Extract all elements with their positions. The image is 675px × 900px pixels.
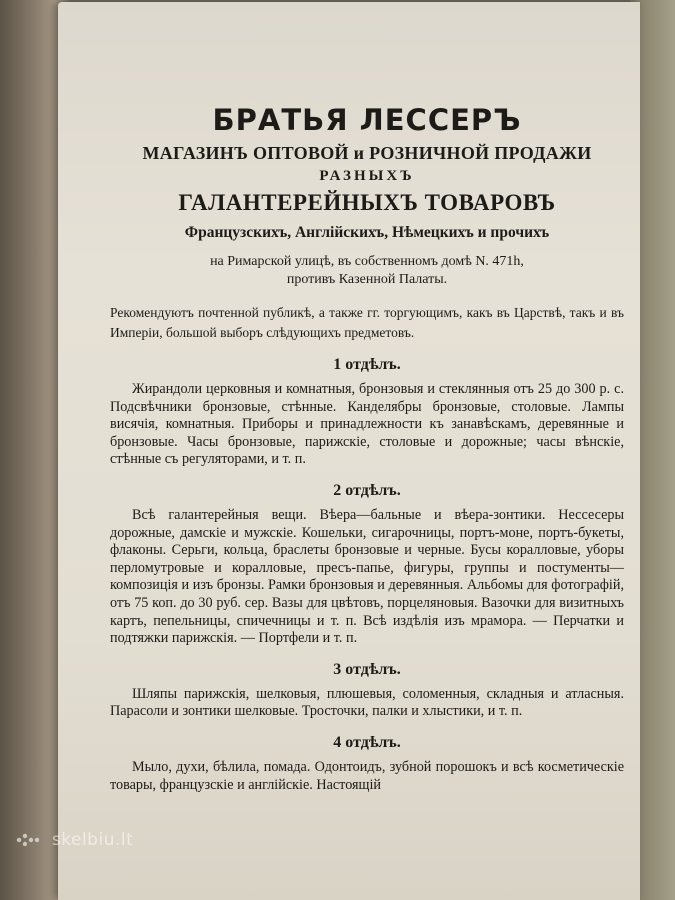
section-heading: 4 отдѣлъ.: [333, 733, 401, 751]
address-line: на Римарской улицѣ, въ собственномъ домѣ N. 471h,: [210, 254, 524, 269]
page-content: [110, 102, 624, 794]
watermark-logo-icon: [16, 833, 40, 847]
section-3: [110, 660, 624, 721]
section-heading: 1 отдѣлъ.: [333, 356, 401, 373]
section-2: [110, 481, 624, 648]
section-1: [110, 355, 624, 469]
address-line: противъ Казенной Палаты.: [286, 272, 448, 287]
shop-type: МАГАЗИНЪ ОПТОВОЙ и РОЗНИЧНОЙ ПРОДАЖИ: [142, 143, 592, 163]
header-block: [110, 102, 624, 289]
various-label: РАЗНЫХЪ: [319, 168, 415, 184]
section-heading: 3 отдѣлъ.: [333, 660, 401, 678]
address-block: [110, 253, 624, 289]
watermark: [16, 830, 133, 850]
section-text: Жирандоли церковныя и комнатныя, бронзовыя и стеклянныя отъ 25 до 300 р. с. Подсвѣчники бронзовые, стѣнные. Канделябры бронзовые, столовые. Лампы висячiя, комнатныя. Приборы и принадлежности къ занавѣскамъ, деревянные и бронзовые. Часы бронзовые, парижскiе, столовые и дорожные; часы вѣнскiе, стѣнные съ регуляторами, и т. п.: [110, 381, 624, 468]
brand-title: БРАТЬЯ ЛЕССЕРЪ: [212, 103, 522, 137]
section-4: [110, 733, 624, 794]
section-heading: 2 отдѣлъ.: [333, 481, 401, 499]
recommendation-text: Рекомендуютъ почтенной публикѣ, а также гг. торгующимъ, какъ въ Царствѣ, такъ и въ Имперiи, большой выборъ слѣдующихъ предметовъ.: [110, 305, 624, 340]
book-page: [58, 2, 640, 900]
section-text: Всѣ галантерейныя вещи. Вѣера—бальные и вѣера-зонтики. Нессесеры дорожные, дамскiе и мужскiе. Кошельки, сигарочницы, портъ-моне, портъ-букеты, флаконы. Серьги, кольца, браслеты бронзовые и черные. Бусы коралловые, уборы перломутровые и коралловые, пресъ-папье, фигуры, группы и постументы—композицiя и изъ бронзы. Рамки бронзовыя и деревянныя. Альбомы для фотографiй, отъ 75 коп. до 30 руб. сер. Вазы для цвѣтовъ, порцеляновыя. Вазочки для визитныхъ картъ, пепельницы, спичечницы и т. п. Всѣ издѣлiя изъ мрамора. — Перчатки и подтяжки парижскiя. — Портфели и т. п.: [110, 506, 624, 647]
goods-origin: Французскихъ, Англiйскихъ, Нѣмецкихъ и прочихъ: [184, 224, 550, 241]
section-text: Шляпы парижскiя, шелковыя, плюшевыя, соломенныя, складныя и атласныя. Парасоли и зонтики шелковые. Тросточки, палки и хлыстики, и т. п.: [110, 685, 624, 720]
section-text: Мыло, духи, бѣлила, помада. Одонтоидъ, зубной порошокъ и всѣ косметическiе товары, французскiе и англiйскiе. Настоящiй: [110, 758, 624, 793]
goods-title: ГАЛАНТЕРЕЙНЫХЪ ТОВАРОВЪ: [178, 190, 556, 215]
watermark-text: skelbiu.lt: [51, 830, 134, 850]
